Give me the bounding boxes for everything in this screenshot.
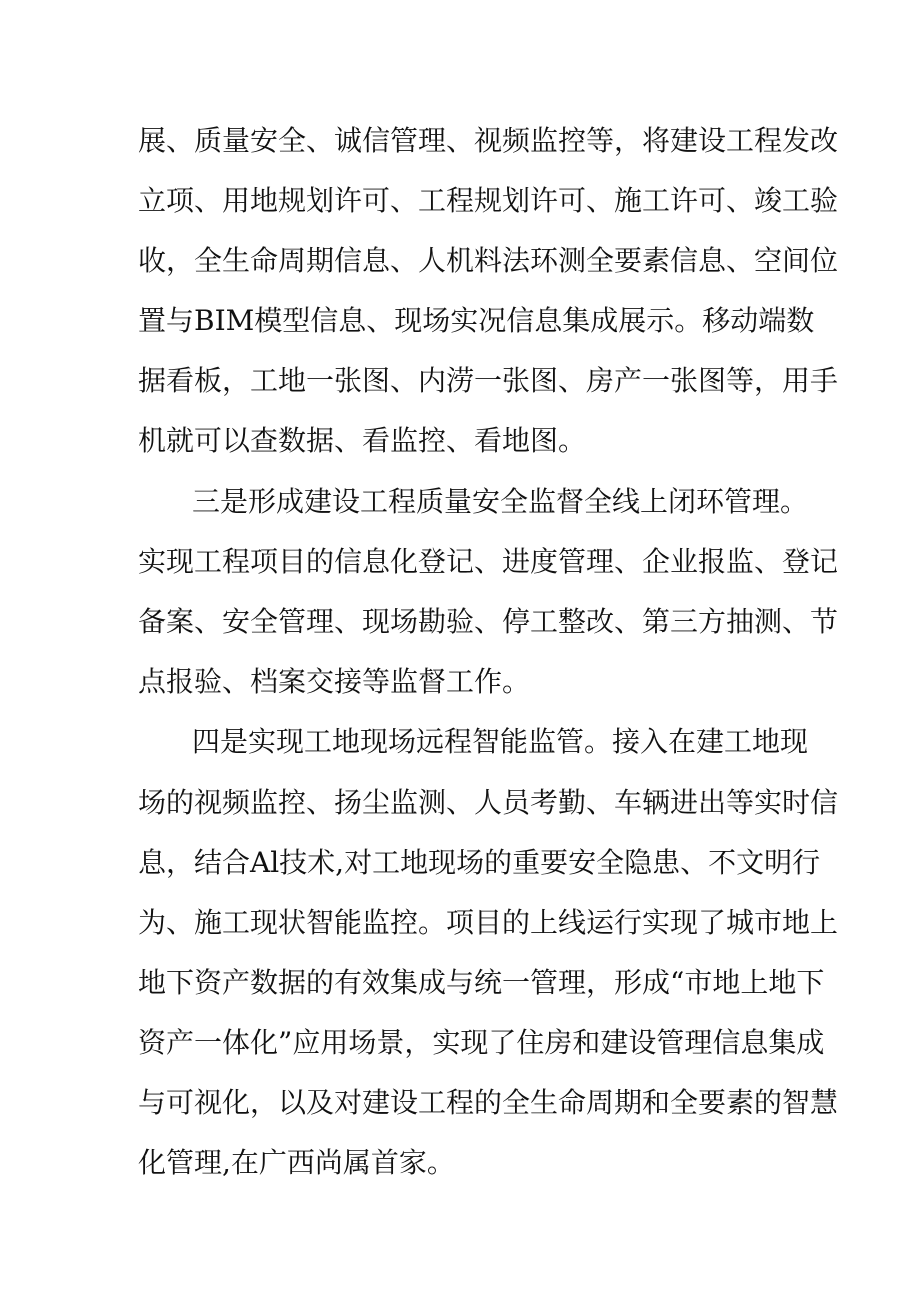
paragraph-2-line-2: 实现工程项目的信息化登记、进度管理、企业报监、登记 bbox=[138, 545, 839, 578]
paragraph-1-line-5: 据看板，工地一张图、内涝一张图、房产一张图等，用手 bbox=[138, 364, 839, 397]
paragraph-1-line-2: 立项、用地规划许可、工程规划许可、施工许可、竣工验 bbox=[138, 184, 839, 217]
paragraph-3-line-8: 化管理,在广西尚属首家。 bbox=[138, 1146, 455, 1179]
paragraph-1-line-6: 机就可以查数据、看监控、看地图。 bbox=[138, 424, 587, 457]
paragraph-3-line-3: 息，结合Al技术,对工地现场的重要安全隐患、不文明行 bbox=[138, 846, 821, 879]
paragraph-2-line-1: 三是形成建设工程质量安全监督全线上闭环管理。 bbox=[192, 485, 809, 518]
paragraph-2-line-3: 备案、安全管理、现场勘验、停工整改、第三方抽测、节 bbox=[138, 605, 839, 638]
paragraph-3-line-2: 场的视频监控、扬尘监测、人员考勤、车辆进出等实时信 bbox=[138, 786, 839, 819]
paragraph-3-line-1: 四是实现工地现场远程智能监管。接入在建工地现 bbox=[192, 725, 809, 758]
paragraph-1-line-1: 展、质量安全、诚信管理、视频监控等，将建设工程发改 bbox=[138, 124, 839, 157]
paragraph-3-line-5: 地下资产数据的有效集成与统一管理，形成“市地上地下 bbox=[138, 966, 825, 999]
paragraph-3-line-4: 为、施工现状智能监控。项目的上线运行实现了城市地上 bbox=[138, 906, 839, 939]
paragraph-3-line-6: 资产一体化”应用场景，实现了住房和建设管理信息集成 bbox=[138, 1026, 825, 1059]
paragraph-2-line-4: 点报验、档案交接等监督工作。 bbox=[138, 665, 531, 698]
paragraph-1-line-3: 收，全生命周期信息、人机料法环测全要素信息、空间位 bbox=[138, 244, 839, 277]
paragraph-1-line-4: 置与BIM模型信息、现场实况信息集成展示。移动端数 bbox=[138, 304, 815, 337]
paragraph-3-line-7: 与可视化，以及对建设工程的全生命周期和全要素的智慧 bbox=[138, 1086, 839, 1119]
